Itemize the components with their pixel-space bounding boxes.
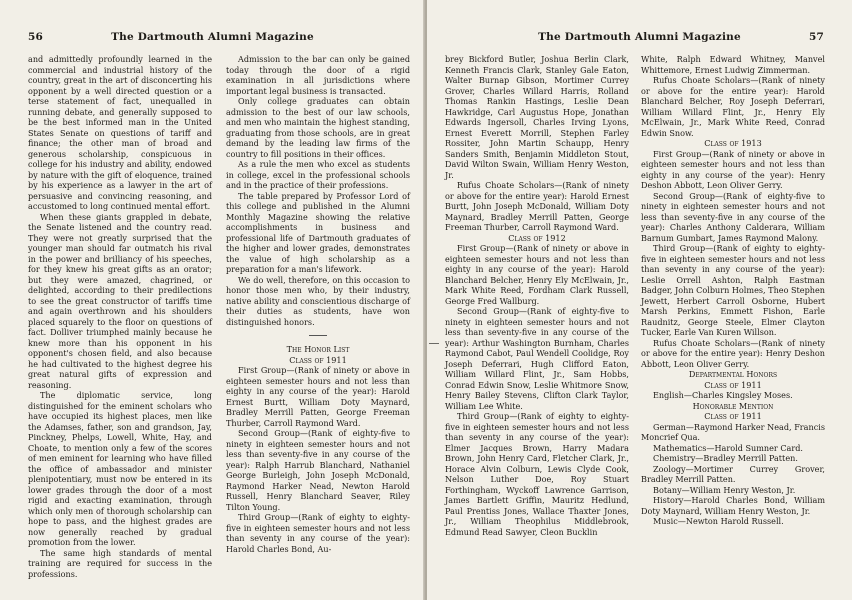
honor-group: First Group—(Rank of ninety or above in eighteen semester hours and not less than eighty in any course of the year): Harold Ernest Burtt, William Doty Maynard, Bradley Merrill Patten, George Freeman Thurber, Carroll Raymond Ward. (226, 365, 410, 428)
paragraph: Rufus Choate Scholars—(Rank of ninety or above for the entire year): Harold Ernest Burtt, John Joseph McDonald, William Doty Maynard, Bradley Merrill Patten, George Freeman Thurber, Carroll Raymond Ward. (445, 180, 629, 232)
honor-group: First Group—(Rank of ninety or above in eighteen semester hours and not less than eighty in any course of the year): Henry Deshon Abbott, Leon Oliver Gerry. (641, 148, 825, 190)
class-heading-1911: Class of 1911 (289, 354, 347, 365)
class-heading-1913: Class of 1913 (704, 138, 762, 148)
margin-mark (429, 343, 439, 344)
page-number-left: 56 (28, 31, 44, 43)
right-page (427, 0, 852, 600)
paragraph: brey Bickford Butler, Joshua Berlin Clark, Kenneth Francis Clark, Stanley Gale Eaton, Walter Burnap Gibson, Mortimer Currey Grover, Charles Willard Harris, Rolland Thomas Rankin Hastings, Leslie Dean Hawkridge, Carl Augustus Hope, Jonathan Edwards Ingersoll, Charles Irving Lyons, Ernest Everett Morrill, Stephen Farley Rossiter, John Martin Schaupp, Henry Sanders Smith, Benjamin Middleton Stout, David Wilton Swain, William Henry Weston, Jr. (445, 54, 629, 180)
mention-item: Mathematics—Harold Sumner Card. (653, 442, 803, 453)
right-page-column-2 (641, 54, 825, 527)
right-page-column-1 (445, 54, 629, 537)
honor-group: Third Group—(Rank of eighty to eighty-five in eighteen semester hours and not less than seventy in any course of the year): Harold Charles Bond, Au- (226, 512, 410, 554)
page-header-right (455, 31, 824, 45)
section-divider (309, 335, 327, 336)
paragraph: Rufus Choate Scholars—(Rank of ninety or above for the entire year): Harold Blanchard Belcher, Roy Joseph Deferrari, William Willard Flint, Jr., Henry Ely McElwain, Jr., Mark White Reed, Conrad Edwin Snow. (641, 75, 825, 138)
class-heading-1911: Class of 1911 (704, 379, 762, 390)
paragraph: As a rule the men who excel as students in college, excel in the professional schools and in the practice of their professions. (226, 159, 410, 190)
left-page-column-2 (226, 54, 410, 554)
honor-group: Second Group—(Rank of eighty-five to ninety in eighteen semester hours and not less than seventy-five in any course of the year): Arthur Washington Burnham, Charles Raymond Cabot, Paul Wendell Coolidge, Roy Joseph Deferrari, Hugh Clifford Eaton, William Willard Flint, Jr., Sam Hobbs, Conrad Edwin Snow, Leslie Whitmore Snow, Henry Bailey Stevens, Clifton Clark Taylor, William Lee White. (445, 306, 629, 411)
honor-group: Third Group—(Rank of eighty to eighty-five in eighteen semester hours and not less than seventy in any course of the year): Elmer Jacques Brown, Harry Madara Brown, John Henry Card, Fletcher Clark, Jr., Horace Alvin Colburn, Lewis Clyde Cook, Nelson Luther Doe, Roy Stuart Forthingham, Wyckoff Lawrence Garrison, James Bartlett Griffin, Mauritz Hedlund, Paul Prentiss Jones, Wallace Thaxter Jones, Jr., William Theophilus Middlebrook, Edmund Read Sawyer, Cleon Bucklin (445, 411, 629, 537)
class-heading-1911: Class of 1911 (704, 411, 762, 421)
magazine-title-right: The Dartmouth Alumni Magazine (538, 31, 741, 43)
honor-group: Third Group—(Rank of eighty to eighty-five in eighteen semester hours and not less than seventy in any course of the year): Leslie Orrell Ashton, Ralph Eastman Badger, John Colburn Holmes, Theo Stephen Jewett, Herbert Carroll Osborne, Hubert Marsh Perkins, Emmett Fishon, Earle Raudnitz, George Steele, Elmer Clayton Tucker, Earle Van Kuren Willson. (641, 243, 825, 337)
paragraph: The diplomatic service, long distinguished for the eminent scholars who have occupied its highest places, men like the Adamses, father, son and grandson, Jay, Pinckney, Phelps, Lowell, White, Hay, and Choate, to mention only a few of the scores of men eminent for learning who have filled the office of ambassador and minister plenipotentiary, must now be entered in its lower grades through the door of a most rigid and exacting examination, through which only men of thorough scholarship can hope to pass, and the highest grades are now generally reached by gradual promotion from the lower. (28, 390, 212, 547)
mention-item: Botany—William Henry Weston, Jr. (653, 484, 796, 495)
honor-group: Second Group—(Rank of eighty-five to ninety in eighteen semester hours and not less than seventy-five in any course of the year): Charles Anthony Calderara, William Barnum Gumbart, James Raymond Malony. (641, 190, 825, 243)
paragraph: Admission to the bar can only be gained today through the door of a rigid examination in all jurisdictions where important legal business is transacted. (226, 54, 410, 96)
paragraph: White, Ralph Edward Whitney, Manvel Whittemore, Ernest Ludwig Zimmerman. (641, 54, 825, 75)
page-number-right: 57 (808, 31, 824, 43)
honor-group: First Group—(Rank of ninety or above in eighteen semester hours and not less than eighty in any course of the year): Harold Blanchard Belcher, Henry Ely McElwain, Jr., Mark White Reed, Fordham Clark Russell, George Fred Wallburg. (445, 243, 629, 306)
paragraph: Rufus Choate Scholars—(Rank of ninety or above for the entire year): Henry Deshon Abbott, Leon Oliver Gerry. (641, 337, 825, 369)
paragraph: and admittedly profoundly learned in the commercial and industrial history of the country, great in the art of disconcerting his opponent by a well directed question or a terse statement of fact, unequalled in running debate, and generally supposed to be the best informed man in the United States Senate on questions of tariff and finance; the other man of broad and generous scholarship, conspicuous in college for his industry and ability, endowed by nature with the gift of eloquence, trained by his experience as a lawyer in the art of persuasive and convincing reasoning, and accustomed to long continued mental effort. (28, 54, 212, 211)
paragraph: The table prepared by Professor Lord of this college and published in the Alumni Monthly Magazine showing the relative accomplishments in business and professional life of Dartmouth graduates of the higher and lower grades, demonstrates the value of high scholarship as a preparation for a man's lifework. (226, 190, 410, 274)
left-page-column-1 (28, 54, 212, 579)
paragraph: The same high standards of mental training are required for success in the professions. (28, 547, 212, 579)
mention-item: History—Harold Charles Bond, William Doty Maynard, William Henry Weston, Jr. (641, 495, 825, 516)
paragraph: When these giants grappled in debate, the Senate listened and the country read. They were not greatly surprised that the younger man should far outmatch his rival in the power and brilliancy of his speeches, for they knew his great gifts as an orator; but they were amazed, chagrined, or delighted, according to their predilections to see the great constructor of tariffs time and again overthrown and his shoulders placed squarely to the floor on questions of fact. Dolliver triumphed mainly because he knew more than his opponent in his opponent's chosen field, and also because he had cultivated to the highest degree his great natural gifts of expression and reasoning. (28, 211, 212, 390)
mention-item: Chemistry—Bradley Merrill Patten. (653, 453, 798, 463)
left-page (0, 0, 425, 600)
mention-item: Music—Newton Harold Russell. (653, 516, 784, 526)
department-honor: English—Charles Kingsley Moses. (653, 390, 793, 400)
magazine-title-left: The Dartmouth Alumni Magazine (111, 31, 314, 43)
mention-item: German—Raymond Harker Nead, Francis Moncrief Qua. (641, 421, 825, 442)
honor-list-title: The Honor List (286, 344, 350, 354)
class-heading-1912: Class of 1912 (508, 232, 566, 243)
paragraph: We do well, therefore, on this occasion to honor those men who, by their industry, native ability and conscientious discharge of their duties as students, have won distinguished honors. (226, 274, 410, 327)
departmental-honors-title: Departmental Honors (688, 369, 778, 379)
page-header-left (28, 31, 397, 45)
paragraph: Only college graduates can obtain admission to the best of our law schools, and men who maintain the highest standing, graduating from those schools, are in great demand by the leading law firms of the country to fill positions in their offices. (226, 96, 410, 159)
mention-item: Zoology—Mortimer Currey Grover, Bradley Merrill Patten. (641, 463, 825, 484)
honor-group: Second Group—(Rank of eighty-five to ninety in eighteen semester hours and not less than seventy-five in any course of the year): Ralph Harrub Blanchard, Nathaniel George Burleigh, John Joseph McDonald, Raymond Harker Nead, Newton Harold Russell, Henry Blanchard Seaver, Riley Tilton Young. (226, 428, 410, 512)
honorable-mention-title: Honorable Mention (692, 400, 774, 411)
